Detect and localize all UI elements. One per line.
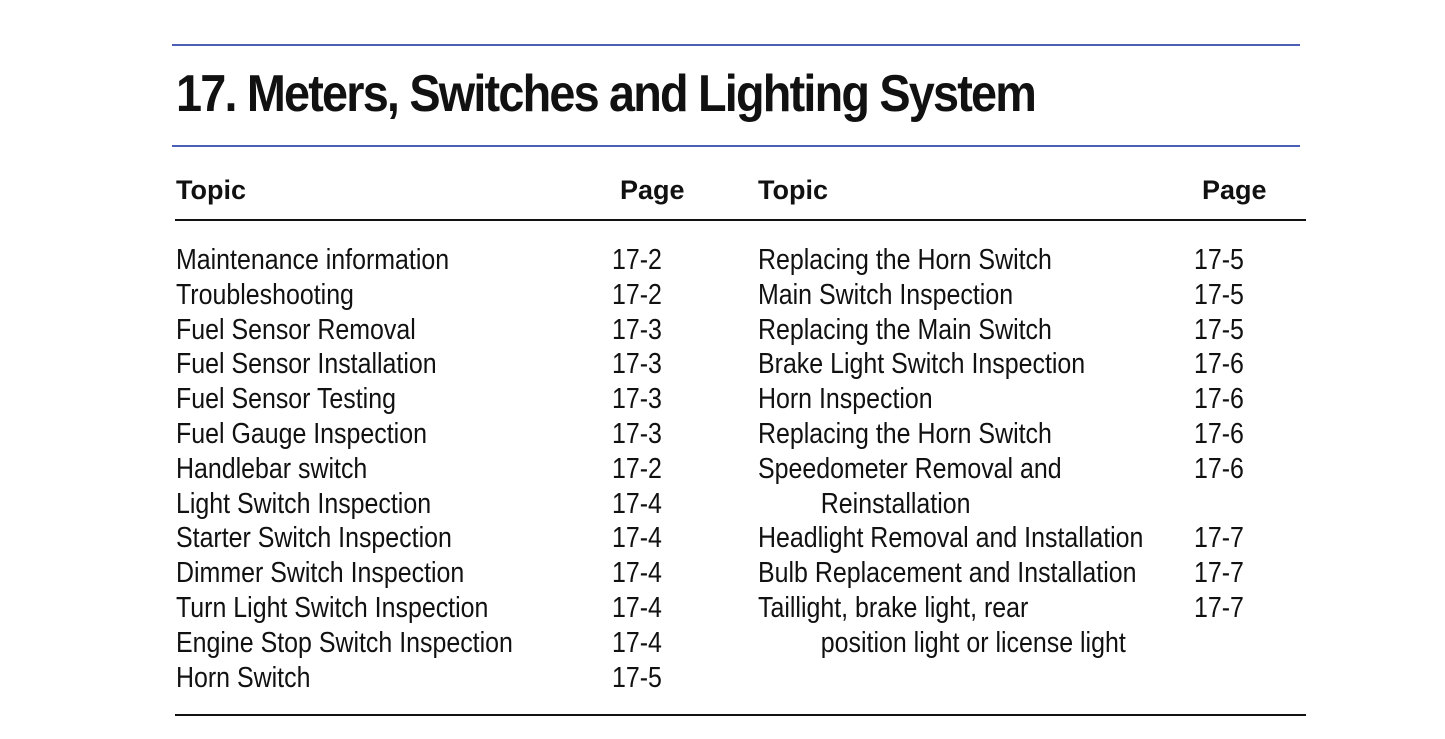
page-number: 17-6 (1194, 348, 1244, 381)
topic-text: Fuel Gauge Inspection (176, 417, 427, 450)
bottom-rule (175, 714, 1306, 716)
topic-text: Horn Inspection (758, 383, 933, 416)
page-number: 17-7 (1194, 591, 1244, 624)
list-item (758, 556, 1318, 591)
list-item (176, 556, 696, 591)
right-topic-list (758, 243, 1318, 661)
page-number: 17-6 (1194, 452, 1244, 485)
page-number: 17-6 (1194, 417, 1244, 450)
topic-text: Fuel Sensor Testing (176, 383, 396, 416)
topic-text: Horn Switch (176, 661, 311, 694)
page-number: 17-6 (1194, 383, 1244, 416)
topic-text: Light Switch Inspection (176, 487, 432, 520)
page-number: 17-5 (1194, 278, 1244, 311)
list-item (176, 452, 696, 487)
list-item (176, 521, 696, 556)
page-number: 17-3 (612, 348, 662, 381)
list-item (758, 521, 1318, 556)
page-number: 17-4 (612, 591, 662, 624)
left-topic-header: Topic (176, 175, 246, 205)
list-item (758, 591, 1318, 661)
list-item (758, 243, 1318, 278)
topic-continuation: position light or license light (820, 626, 1126, 659)
left-topic-list (176, 243, 696, 695)
list-item (176, 591, 696, 626)
page-number: 17-2 (612, 244, 662, 276)
list-item (176, 487, 696, 522)
topic-text: Main Switch Inspection (758, 278, 1014, 311)
page-number: 17-2 (612, 452, 662, 485)
left-page-header: Page (620, 175, 685, 205)
list-item (758, 417, 1318, 452)
page-number: 17-4 (612, 487, 662, 520)
topic-text: Troubleshooting (176, 278, 354, 311)
list-item (176, 313, 696, 348)
list-item (758, 382, 1318, 417)
list-item (176, 243, 696, 278)
list-item (758, 313, 1318, 348)
list-item (176, 417, 696, 452)
list-item (176, 347, 696, 382)
topic-text: Engine Stop Switch Inspection (176, 626, 513, 659)
page-number: 17-7 (1194, 557, 1244, 590)
topic-text: Bulb Replacement and Installation (758, 557, 1137, 590)
topic-text: Turn Light Switch Inspection (176, 591, 489, 624)
header-divider (175, 219, 1306, 221)
list-item (758, 278, 1318, 313)
page-number: 17-5 (1194, 244, 1244, 276)
list-item (176, 382, 696, 417)
page-number: 17-5 (1194, 313, 1244, 346)
list-item (176, 278, 696, 313)
right-topic-header: Topic (758, 175, 828, 205)
topic-text: Fuel Sensor Removal (176, 313, 416, 346)
page-number: 17-3 (612, 313, 662, 346)
topic-text: Brake Light Switch Inspection (758, 348, 1086, 381)
list-item (758, 347, 1318, 382)
topic-text: Starter Switch Inspection (176, 522, 452, 555)
page-number: 17-4 (612, 557, 662, 590)
page-number: 17-4 (612, 626, 662, 659)
topic-text: Dimmer Switch Inspection (176, 557, 465, 590)
page-number: 17-4 (612, 522, 662, 555)
topic-text: Fuel Sensor Installation (176, 348, 437, 381)
topic-text: Replacing the Main Switch (758, 313, 1052, 346)
topic-continuation: Reinstallation (820, 487, 971, 520)
topic-text: Replacing the Horn Switch (758, 417, 1052, 450)
page-number: 17-2 (612, 278, 662, 311)
page-number: 17-3 (612, 417, 662, 450)
page-title: 17. Meters, Switches and Lighting System (176, 65, 1036, 123)
right-page-header: Page (1202, 175, 1267, 205)
topic-text: Replacing the Horn Switch (758, 244, 1052, 276)
page-number: 17-5 (612, 661, 662, 694)
topic-text: Handlebar switch (176, 452, 368, 485)
list-item (176, 626, 696, 661)
list-item (176, 661, 696, 696)
list-item (758, 452, 1318, 522)
page-number: 17-7 (1194, 522, 1244, 555)
page-number: 17-3 (612, 383, 662, 416)
topic-text: Maintenance information (176, 244, 450, 276)
topic-text: Speedometer Removal and (758, 452, 1062, 485)
title-top-rule (172, 44, 1300, 46)
topic-text: Taillight, brake light, rear (758, 591, 1029, 624)
topic-text: Headlight Removal and Installation (758, 522, 1144, 555)
title-bottom-rule (172, 145, 1300, 147)
